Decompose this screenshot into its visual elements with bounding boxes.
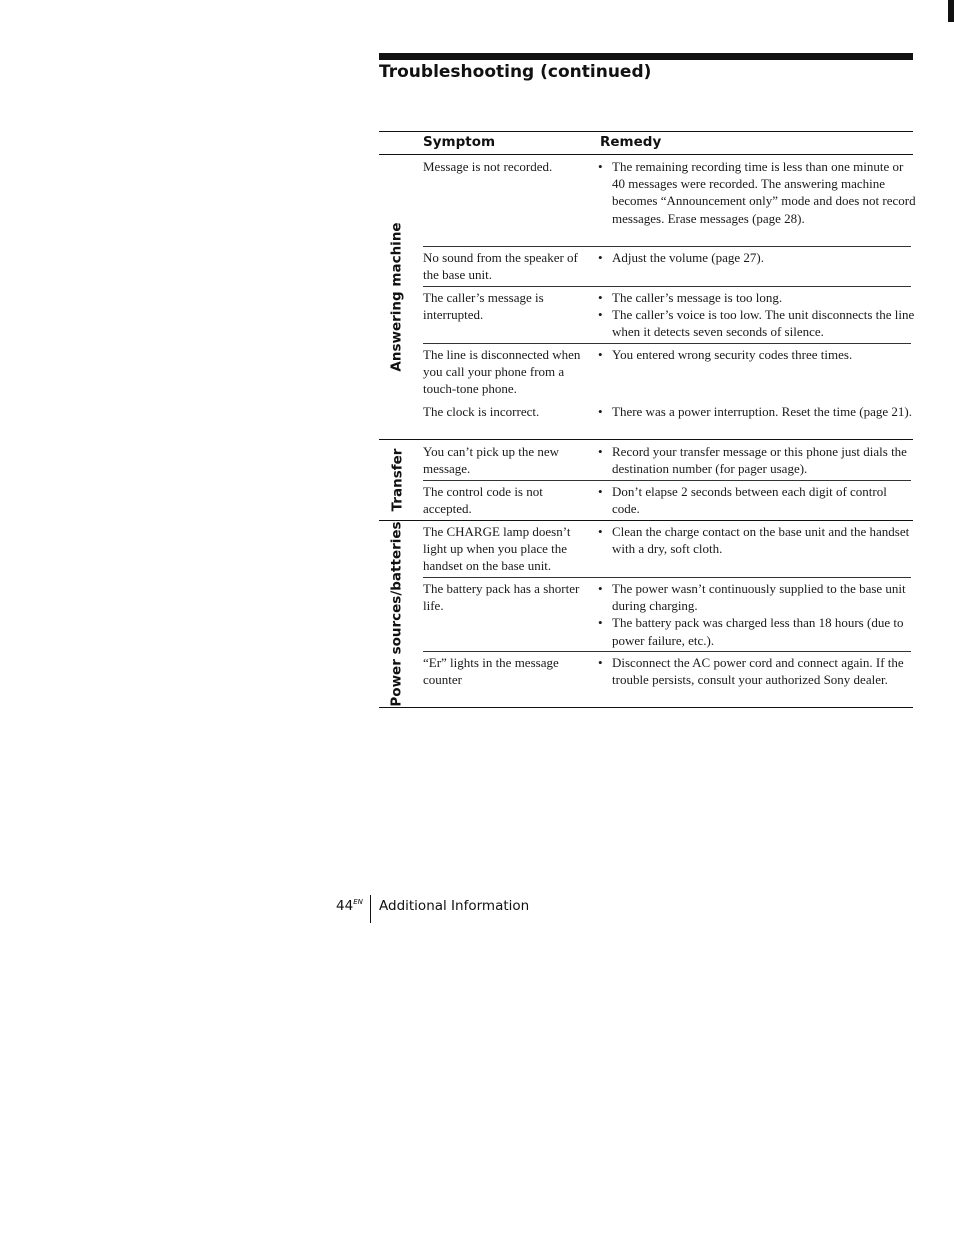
group-label-text: Power sources/batteries bbox=[389, 520, 406, 707]
remedy-list bbox=[598, 483, 916, 517]
remedy-list bbox=[598, 523, 916, 557]
row-divider bbox=[423, 286, 911, 287]
page-title: Troubleshooting (continued) bbox=[379, 62, 652, 82]
remedy-item: • Disconnect the AC power cord and connect again. If the trouble persists, consult your authorized Sony dealer. bbox=[598, 654, 916, 688]
remedy-list bbox=[598, 289, 916, 341]
remedy-item: • Don’t elapse 2 seconds between each digit of control code. bbox=[598, 483, 916, 517]
row-divider bbox=[423, 651, 911, 652]
group-power-sources bbox=[379, 520, 913, 707]
remedy-item: • The battery pack was charged less than 18 hours (due to power failure, etc.). bbox=[598, 614, 916, 648]
page-number bbox=[336, 898, 363, 914]
remedy-list bbox=[598, 158, 916, 227]
corner-tab-mark bbox=[948, 0, 954, 22]
remedy-item: • The caller’s voice is too low. The unit disconnects the line when it detects seven seconds of silence. bbox=[598, 306, 916, 340]
remedy-list bbox=[598, 403, 916, 420]
group-transfer bbox=[379, 439, 913, 520]
remedy-item: • The remaining recording time is less than one minute or 40 messages were recorded. The answering machine becomes “Announcement only” mode and does not record messages. Erase messages (page 28). bbox=[598, 158, 916, 227]
table-top-rule bbox=[379, 131, 913, 132]
remedy-item: • Clean the charge contact on the base unit and the handset with a dry, soft cloth. bbox=[598, 523, 916, 557]
symptom-text: The CHARGE lamp doesn’t light up when you place the handset on the base unit. bbox=[423, 524, 571, 574]
group-label-text: Answering machine bbox=[389, 222, 406, 372]
footer-divider bbox=[370, 895, 371, 923]
page-number-suffix: EN bbox=[353, 898, 363, 906]
group-divider bbox=[379, 520, 913, 521]
remedy-list bbox=[598, 654, 916, 688]
remedy-item: • Record your transfer message or this phone just dials the destination number (for pager usage). bbox=[598, 443, 916, 477]
group-answering-machine bbox=[379, 155, 916, 439]
row-divider bbox=[423, 343, 911, 344]
symptom-text: The control code is not accepted. bbox=[423, 484, 543, 517]
symptom-text: Message is not recorded. bbox=[423, 159, 553, 174]
symptom-text: The battery pack has a shorter life. bbox=[423, 581, 580, 614]
remedy-column-header: Remedy bbox=[600, 134, 662, 150]
symptom-text: The caller’s message is interrupted. bbox=[423, 290, 544, 323]
row-divider bbox=[423, 480, 911, 481]
remedy-list bbox=[598, 249, 916, 266]
remedy-item: • The power wasn’t continuously supplied to the base unit during charging. bbox=[598, 580, 916, 614]
table-bottom-rule bbox=[379, 707, 913, 708]
remedy-list bbox=[598, 346, 916, 363]
row-divider bbox=[423, 246, 911, 247]
remedy-item: • You entered wrong security codes three times. bbox=[598, 346, 916, 363]
group-label bbox=[379, 155, 415, 439]
remedy-item: • There was a power interruption. Reset the time (page 21). bbox=[598, 403, 916, 420]
group-label-text: Transfer bbox=[389, 448, 406, 511]
remedy-item: • The caller’s message is too long. bbox=[598, 289, 916, 306]
remedy-item: • Adjust the volume (page 27). bbox=[598, 249, 916, 266]
header-rule bbox=[379, 53, 913, 60]
symptom-text: You can’t pick up the new message. bbox=[423, 444, 560, 477]
row-divider bbox=[423, 577, 911, 578]
group-label bbox=[379, 439, 415, 520]
symptom-column-header: Symptom bbox=[423, 134, 496, 150]
page-number-value: 44 bbox=[336, 898, 354, 914]
symptom-text: “Er” lights in the message counter bbox=[423, 655, 559, 688]
group-label bbox=[379, 520, 415, 707]
remedy-list bbox=[598, 580, 916, 649]
footer-section-name: Additional Information bbox=[379, 898, 530, 914]
symptom-text: The clock is incorrect. bbox=[423, 404, 540, 419]
symptom-text: No sound from the speaker of the base unit. bbox=[423, 250, 578, 283]
remedy-list bbox=[598, 443, 916, 477]
group-divider bbox=[379, 439, 913, 440]
symptom-text: The line is disconnected when you call your phone from a touch-tone phone. bbox=[423, 347, 581, 397]
